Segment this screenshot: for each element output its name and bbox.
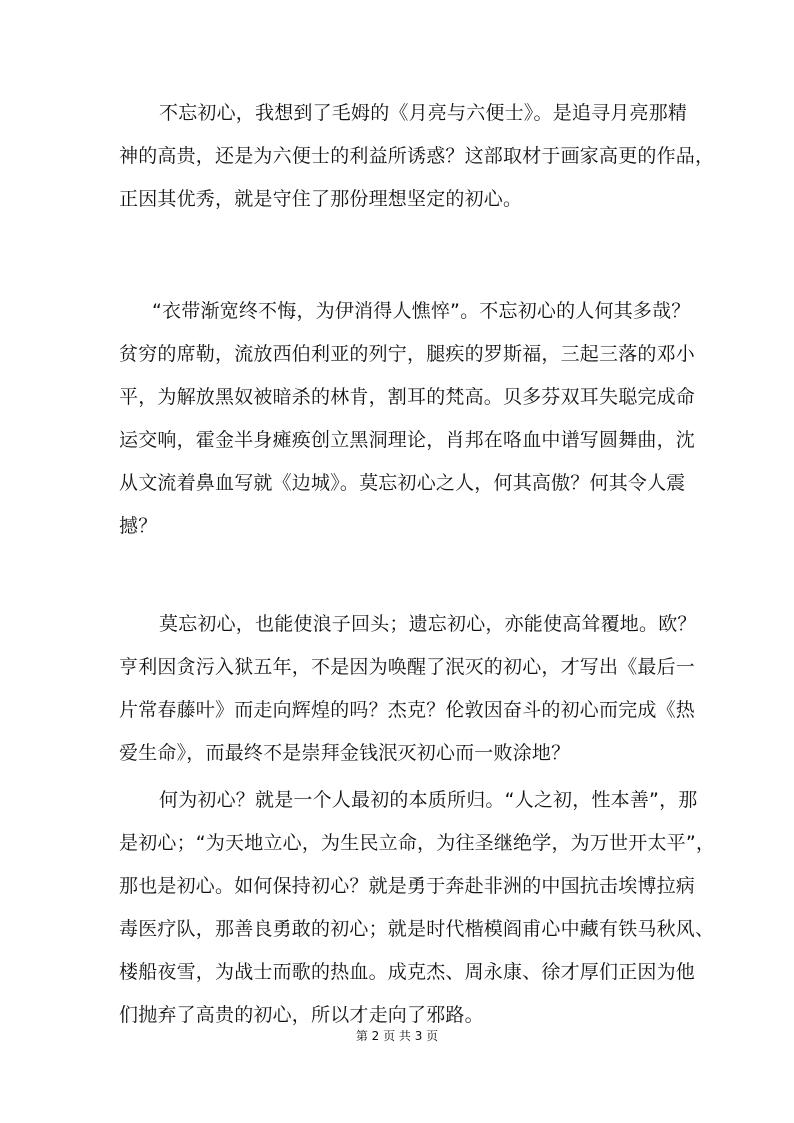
paragraph-2-line-5: 从文流着鼻血写就《边城》。莫忘初心之人，何其高傲？何其令人震 bbox=[119, 472, 686, 494]
paragraph-4-line-5: 楼船夜雪，为战士而歌的热血。成克杰、周永康、徐才厚们正因为他 bbox=[119, 961, 696, 983]
paragraph-2-line-3: 平，为解放黑奴被暗杀的林肯，割耳的梵高。贝多芬双耳失聪完成命 bbox=[119, 386, 696, 408]
paragraph-3-line-1: 莫忘初心，也能使浪子回头；遗忘初心，亦能使高耸覆地。欧？ bbox=[159, 613, 697, 635]
paragraph-1-line-2: 神的高贵，还是为六便士的利益所诱惑？这部取材于画家高更的作品， bbox=[119, 145, 715, 167]
paragraph-4-line-6: 们抛弃了高贵的初心，所以才走向了邪路。 bbox=[119, 1004, 484, 1026]
paragraph-4-line-4: 毒医疗队，那善良勇敢的初心；就是时代楷模阎甫心中藏有铁马秋风、 bbox=[119, 918, 715, 940]
paragraph-2-line-1: “衣带渐宽终不悔，为伊消得人憔悴”。不忘初心的人何其多哉？ bbox=[152, 300, 691, 322]
paragraph-4-line-2: 是初心；“为天地立心，为生民立命，为往圣继绝学，为万世开太平”， bbox=[119, 832, 716, 854]
paragraph-4-line-3: 那也是初心。如何保持初心？就是勇于奔赴非洲的中国抗击埃博拉病 bbox=[119, 875, 696, 897]
paragraph-1-line-1: 不忘初心，我想到了毛姆的《月亮与六便士》。是追寻月亮那精 bbox=[159, 102, 688, 124]
paragraph-2-line-4: 运交响，霍金半身瘫痪创立黑洞理论，肖邦在咯血中谱写圆舞曲，沈 bbox=[119, 429, 696, 451]
paragraph-3-line-2: 亨利因贪污入狱五年，不是因为唤醒了泯灭的初心，才写出《最后一 bbox=[119, 656, 696, 678]
page-number-footer: 第 2 页 共 3 页 bbox=[355, 1029, 439, 1043]
paragraph-3-line-4: 爱生命》，而最终不是崇拜金钱泯灭初心而一败涂地？ bbox=[119, 742, 571, 764]
paragraph-2-line-6: 撼？ bbox=[119, 515, 158, 537]
paragraph-1-line-3: 正因其优秀，就是守住了那份理想坚定的初心。 bbox=[119, 188, 523, 210]
paragraph-4-line-1: 何为初心？就是一个人最初的本质所归。“人之初，性本善”，那 bbox=[159, 789, 698, 811]
paragraph-2-line-2: 贫穷的席勒，流放西伯利亚的列宁，腿疾的罗斯福，三起三落的邓小 bbox=[119, 343, 696, 365]
paragraph-3-line-3: 片常春藤叶》而走向辉煌的吗？杰克？伦敦因奋斗的初心而完成《热 bbox=[119, 699, 696, 721]
